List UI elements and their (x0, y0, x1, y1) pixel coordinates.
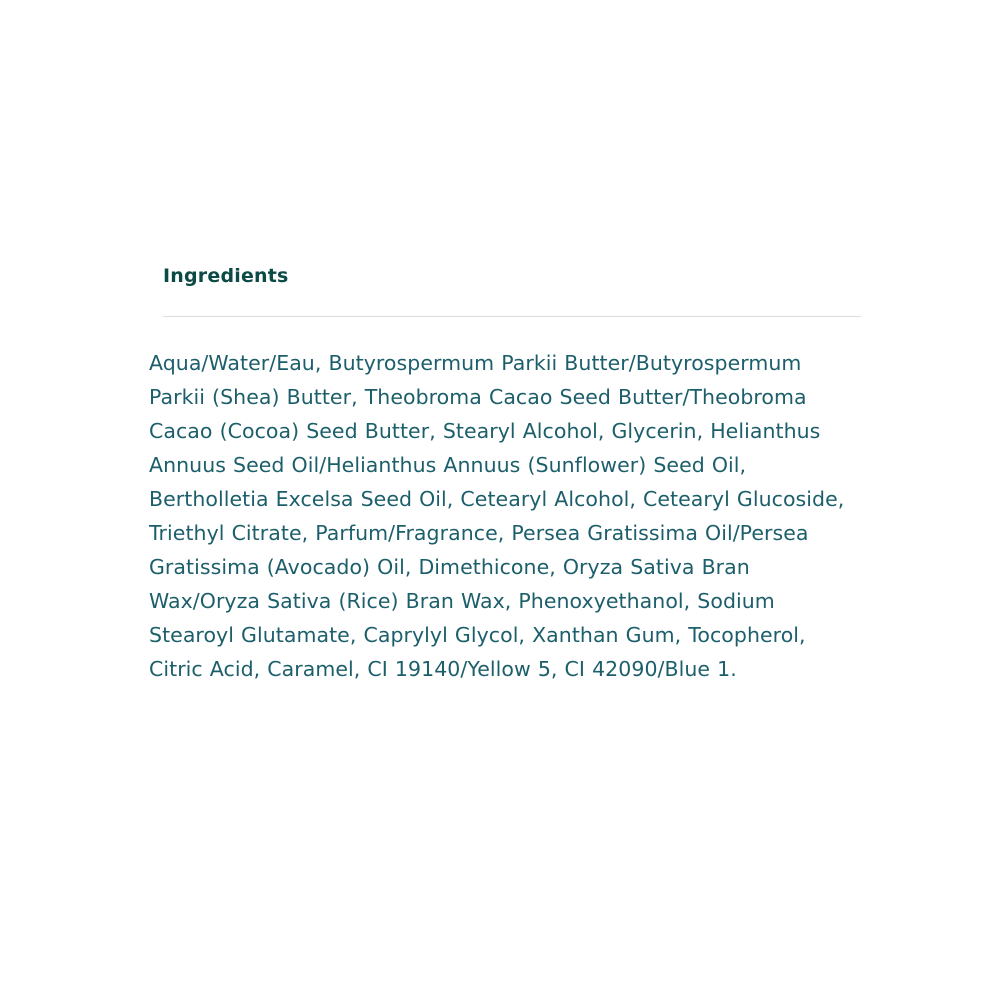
page-title: Ingredients (163, 265, 289, 287)
section-divider (163, 316, 861, 317)
ingredients-text: Aqua/Water/Eau, Butyrospermum Parkii Butter/Butyrospermum Parkii (Shea) Butter, Theobroma Cacao Seed Butter/Theobroma Cacao (Cocoa) Seed Butter, Stearyl Alcohol, Glycerin, Helianthus Annuus Seed Oil/Helianthus Annuus (Sunflower) Seed Oil, Bertholletia Excelsa Seed Oil, Cetearyl Alcohol, Cetearyl Glucoside, Triethyl Citrate, Parfum/Fragrance, Persea Gratissima Oil/Persea Gratissima (Avocado) Oil, Dimethicone, Oryza Sativa Bran Wax/Oryza Sativa (Rice) Bran Wax, Phenoxyethanol, Sodium Stearoyl Glutamate, Caprylyl Glycol, Xanthan Gum, Tocopherol, Citric Acid, Caramel, CI 19140/Yellow 5, CI 42090/Blue 1. (149, 350, 845, 681)
ingredients-panel (149, 264, 861, 706)
